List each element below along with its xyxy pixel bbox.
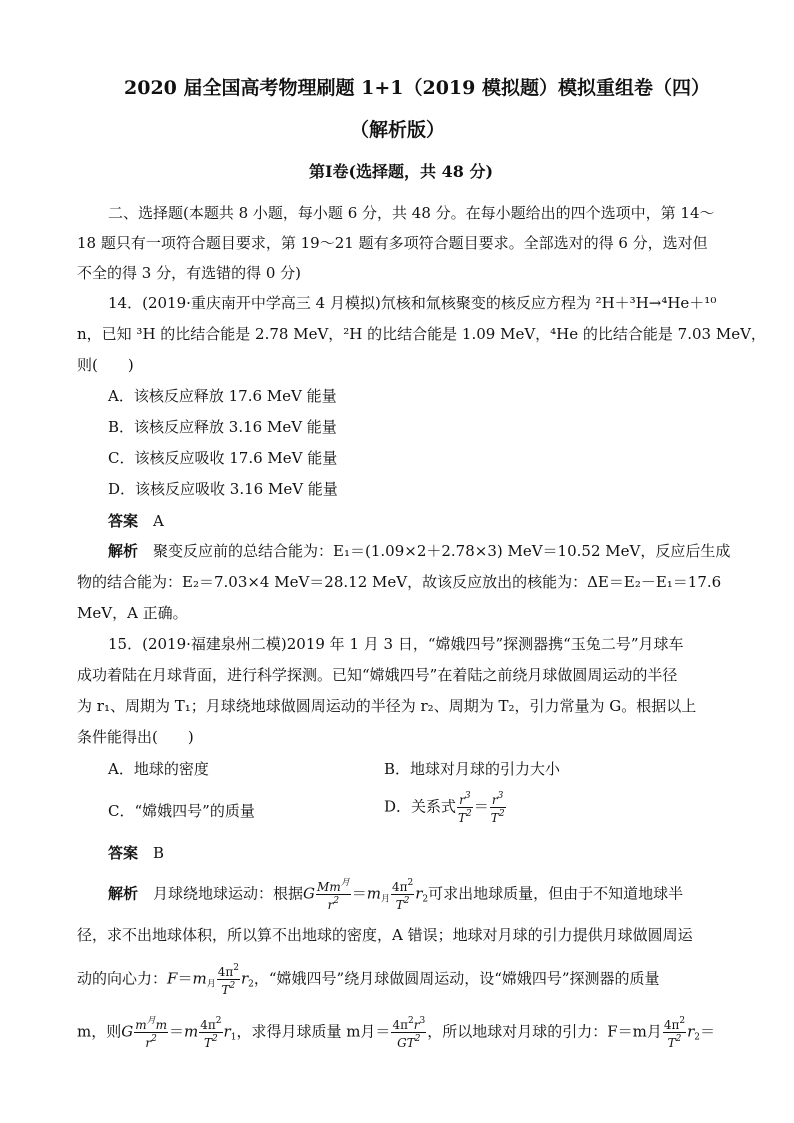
q14-option-b: B．该核反应释放 3.16 MeV 能量 [108, 418, 337, 436]
formula-fraction: $\frac{r^3}{T^2}$ [490, 791, 505, 825]
formula-fraction: $\frac{4\pi^2}{T^2}$ [663, 1016, 686, 1050]
analysis-label: 解析 [108, 542, 139, 560]
q14-analysis-line-2: 物的结合能为：E₂＝7.03×4 MeV＝28.12 MeV，故该反应放出的核能为：ΔE＝E₂－E₁＝17.6 [77, 573, 722, 591]
q15-option-a: A．地球的密度 [108, 760, 209, 778]
formula-fraction: $\frac{4\pi^2}{T^2}$ [200, 1016, 222, 1050]
q15-stem-line-4: 条件能得出( ) [77, 728, 194, 746]
analysis-text: m，则 [77, 1022, 122, 1041]
analysis-text: 可求出地球质量，但由于不知道地球半 [428, 884, 684, 903]
analysis-text: 聚变反应前的总结合能为：E₁＝(1.09×2＋2.78×3) MeV＝10.52 MeV，反应后生成 [153, 542, 731, 560]
q14-option-a: A．该核反应释放 17.6 MeV 能量 [108, 387, 337, 405]
q14-stem-line-1: 14．(2019·重庆南开中学高三 4 月模拟)氘核和氚核聚变的核反应方程为 ²H＋³H→⁴He＋¹⁰ [108, 294, 717, 312]
q14-option-c: C．该核反应吸收 17.6 MeV 能量 [108, 449, 338, 467]
q15-analysis-line-2: 径，求不出地球体积，所以算不出地球的密度，A 错误；地球对月球的引力提供月球做圆周运 [77, 926, 693, 944]
q15-analysis-line-1: 解析 月球绕地球运动：根据G $\frac{Mm^月}{r^2}$ $=m_月$ $\frac{4\pi^2}{T^2}$ $r_2$可求出地球质量，但由于不知道地球半 [108, 878, 684, 912]
answer-label: 答案 [108, 844, 139, 862]
q15-stem-line-3: 为 r₁、周期为 T₁；月球绕地球做圆周运动的半径为 r₂、周期为 T₂，引力常量为 G。根据以上 [77, 697, 697, 715]
q15-option-d: D．关系式 $\frac{r^3}{T^2}$ ＝ $\frac{r^3}{T^2}$ [384, 791, 505, 825]
q15-option-b: B．地球对月球的引力大小 [384, 760, 561, 778]
q14-analysis-line-3: MeV，A 正确。 [77, 604, 188, 622]
document-subtitle: （解析版） [350, 119, 446, 141]
formula-fraction: $\frac{4\pi^2r^3}{GT^2}$ [392, 1016, 426, 1050]
answer-value: A [153, 512, 164, 530]
analysis-text: ，所以地球对月球的引力：F＝m月 [427, 1022, 662, 1041]
q14-analysis-line-1 [108, 541, 730, 561]
document-title: 2020 届全国高考物理刷题 1+1（2019 模拟题）模拟重组卷（四） [124, 77, 710, 99]
q15-analysis-line-4: m，则G $\frac{m^月m}{r^2}$ ＝m $\frac{4\pi^2}{T^2}$ $r_1$，求得月球质量 m月＝ $\frac{4\pi^2r^3}{GT^2}$ ，所以地球对月球的引力：F＝m月 $\frac{4\pi^2}{T^2}$ $r_2=$ [77, 1016, 716, 1050]
instructions-line-2: 18 题只有一项符合题目要求，第 19～21 题有多项符合题目要求。全部选对的得 6 分，选对但 [77, 234, 708, 252]
q14-option-d: D．该核反应吸收 3.16 MeV 能量 [108, 480, 338, 498]
answer-label: 答案 [108, 512, 139, 530]
analysis-text: 月球绕地球运动：根据 [153, 884, 304, 903]
q14-stem-line-3: 则( ) [77, 356, 134, 374]
formula-fraction: $\frac{r^3}{T^2}$ [458, 791, 472, 825]
formula-fraction: $\frac{4\pi^2}{T^2}$ [391, 878, 414, 912]
instructions-line-3: 不全的得 3 分，有选错的得 0 分) [77, 264, 302, 282]
q14-stem-line-2: n，已知 ³H 的比结合能是 2.78 MeV，²H 的比结合能是 1.09 MeV，⁴He 的比结合能是 7.03 MeV， [77, 325, 766, 343]
formula-fraction: $\frac{Mm^月}{r^2}$ [317, 878, 350, 912]
option-d-text: D．关系式 [384, 797, 457, 816]
q14-answer [108, 511, 164, 531]
instructions-line-1: 二、选择题(本题共 8 小题，每小题 6 分，共 48 分。在每小题给出的四个选项中，第 14～ [108, 204, 715, 222]
q15-option-c: C．“嫦娥四号”的质量 [108, 802, 255, 820]
analysis-text: 动的向心力： [77, 969, 168, 988]
analysis-text: ，求得月球质量 m月＝ [236, 1022, 391, 1041]
q15-answer [108, 843, 164, 863]
section-heading: 第Ⅰ卷(选择题，共 48 分) [309, 162, 494, 181]
formula-fraction: $\frac{4\pi^2}{T^2}$ [217, 963, 239, 997]
q15-stem-line-2: 成功着陆在月球背面，进行科学探测。已知“嫦娥四号”在着陆之前绕月球做圆周运动的半径 [77, 666, 678, 684]
q15-analysis-line-3: 动的向心力：$F=m_月$ $\frac{4\pi^2}{T^2}$ $r_2$，“嫦娥四号”绕月球做圆周运动，设“嫦娥四号”探测器的质量 [77, 963, 660, 997]
analysis-text: ，“嫦娥四号”绕月球做圆周运动，设“嫦娥四号”探测器的质量 [253, 969, 660, 988]
answer-value: B [153, 844, 165, 862]
q15-stem-line-1: 15．(2019·福建泉州二模)2019 年 1 月 3 日，“嫦娥四号”探测器携“玉兔二号”月球车 [108, 635, 684, 653]
formula-fraction: $\frac{m^月m}{r^2}$ [135, 1016, 168, 1050]
analysis-label: 解析 [108, 884, 139, 903]
